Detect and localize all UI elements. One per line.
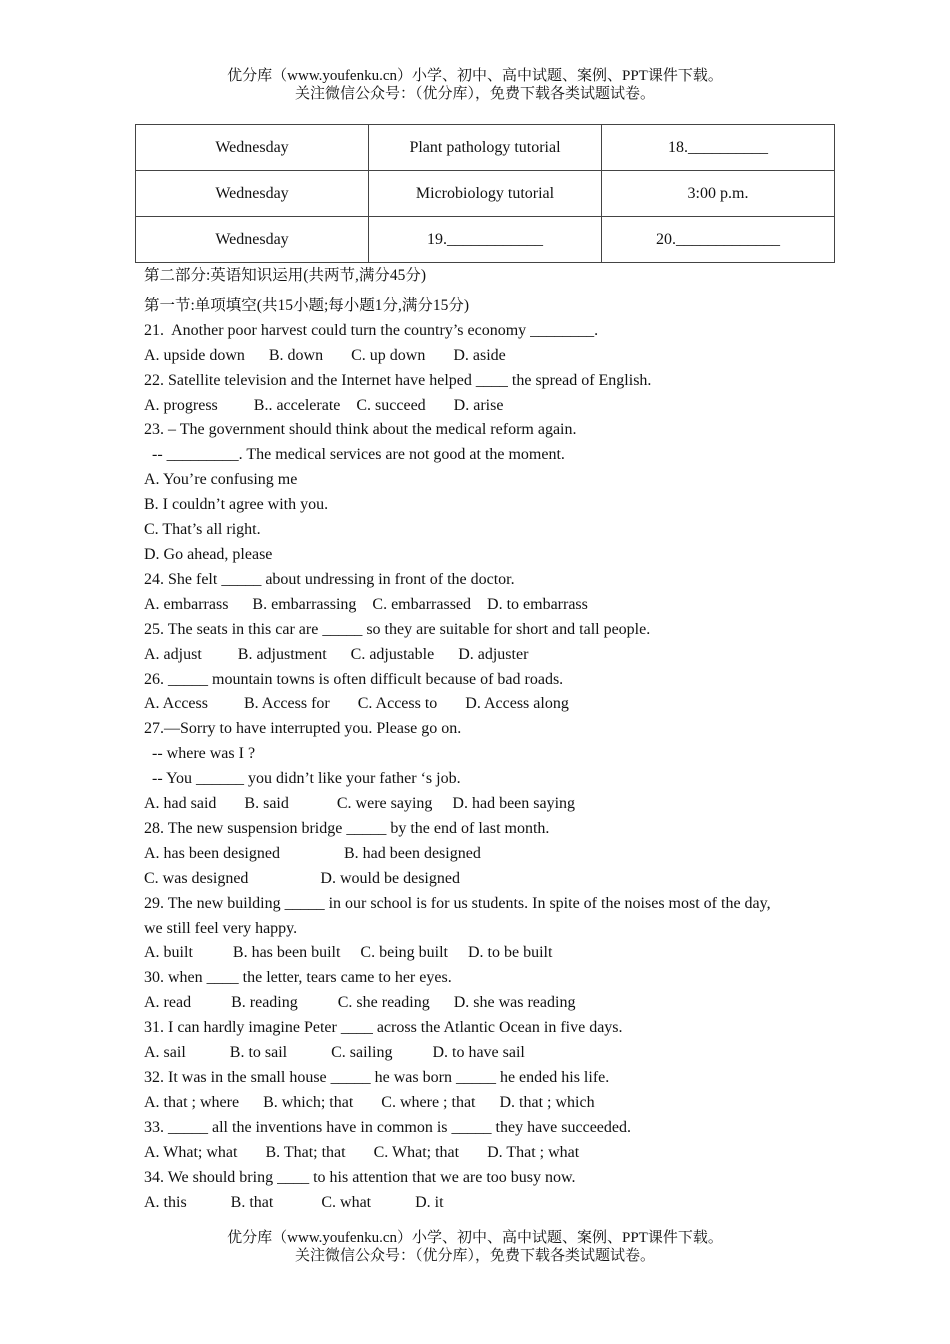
question-line: 28. The new suspension bridge _____ by the end of last month.: [144, 819, 550, 837]
header-line-2: 关注微信公众号：（优分库），免费下载各类试题试卷。: [294, 86, 655, 102]
question-line: 23. – The government should think about the medical reform again.: [144, 421, 577, 439]
question-line: 21. Another poor harvest could turn the country’s economy ________.: [144, 321, 599, 339]
table-row: [136, 171, 835, 217]
part-heading: 第二部分:英语知识运用(共两节,满分45分): [144, 267, 427, 284]
schedule-table: [135, 124, 835, 263]
footer-line-1: 优分库（www.youfenku.cn）小学、初中、高中试题、案例、PPT课件下载。: [227, 1230, 723, 1246]
question-line: 25. The seats in this car are _____ so they are suitable for short and tall people.: [144, 620, 651, 638]
table-cell: Wednesday: [136, 125, 369, 171]
section-heading: 第一节:单项填空(共15小题;每小题1分,满分15分): [144, 296, 470, 314]
question-line: 26. _____ mountain towns is often difficult because of bad roads.: [144, 670, 564, 688]
question-content: [144, 264, 824, 1215]
question-line: -- You ______ you didn’t like your father ‘s job.: [144, 770, 461, 788]
question-line: 24. She felt _____ about undressing in front of the doctor.: [144, 570, 515, 588]
question-line: 33. _____ all the inventions have in common is _____ they have succeeded.: [144, 1118, 631, 1136]
table-cell: 19.____________: [369, 217, 602, 263]
header-line-1: 优分库（www.youfenku.cn）小学、初中、高中试题、案例、PPT课件下载。: [227, 68, 723, 84]
question-line: A. adjust B. adjustment C. adjustable D. adjuster: [144, 645, 529, 663]
question-line: 32. It was in the small house _____ he was born _____ he ended his life.: [144, 1069, 610, 1086]
page-footer: [0, 1229, 950, 1265]
table-row: [136, 125, 835, 171]
question-line: -- _________. The medical services are not good at the moment.: [144, 446, 565, 464]
table-cell: 20._____________: [602, 217, 835, 263]
question-line: A. had said B. said C. were saying D. had been saying: [144, 795, 576, 813]
table-row: [136, 217, 835, 263]
question-line: A. that ; where B. which; that C. where ; that D. that ; which: [144, 1093, 595, 1111]
question-line: -- where was I ?: [144, 745, 256, 763]
table-cell: Microbiology tutorial: [369, 171, 602, 217]
question-line: 34. We should bring ____ to his attention that we are too busy now.: [144, 1168, 576, 1186]
question-line: B. I couldn’t agree with you.: [144, 496, 329, 514]
question-line: 27.—Sorry to have interrupted you. Please go on.: [144, 720, 462, 738]
question-line: D. Go ahead, please: [144, 545, 273, 563]
table-cell: Wednesday: [136, 171, 369, 217]
question-line: 31. I can hardly imagine Peter ____ across the Atlantic Ocean in five days.: [144, 1019, 623, 1037]
question-line: A. You’re confusing me: [144, 471, 298, 489]
question-line: A. sail B. to sail C. sailing D. to have sail: [144, 1044, 525, 1062]
page-header: [0, 67, 950, 103]
question-line: A. this B. that C. what D. it: [144, 1193, 444, 1211]
table-cell: Wednesday: [136, 217, 369, 263]
table-cell: 3:00 p.m.: [602, 171, 835, 217]
question-line: A. has been designed B. had been designed: [144, 844, 481, 862]
footer-line-2: 关注微信公众号：（优分库），免费下载各类试题试卷。: [294, 1248, 655, 1264]
question-line: A. Access B. Access for C. Access to D. Access along: [144, 695, 569, 713]
table-cell: 18.__________: [602, 125, 835, 171]
question-line: A. built B. has been built C. being built D. to be built: [144, 944, 553, 962]
question-line: we still feel very happy.: [144, 919, 298, 937]
question-line: C. That’s all right.: [144, 521, 261, 539]
question-line: A. What; what B. That; that C. What; that D. That ; what: [144, 1143, 580, 1161]
question-line: A. embarrass B. embarrassing C. embarrassed D. to embarrass: [144, 595, 588, 613]
question-line: 22. Satellite television and the Internet have helped ____ the spread of English.: [144, 371, 652, 389]
question-line: A. progress B.. accelerate C. succeed D. arise: [144, 396, 504, 414]
question-line: C. was designed D. would be designed: [144, 869, 460, 887]
question-line: 30. when ____ the letter, tears came to her eyes.: [144, 969, 452, 987]
question-line: A. read B. reading C. she reading D. she was reading: [144, 994, 576, 1012]
question-line: 29. The new building _____ in our school is for us students. In spite of the noises most of the day,: [144, 894, 771, 912]
question-line: A. upside down B. down C. up down D. aside: [144, 346, 506, 364]
table-cell: Plant pathology tutorial: [369, 125, 602, 171]
question-list: [144, 319, 824, 1216]
